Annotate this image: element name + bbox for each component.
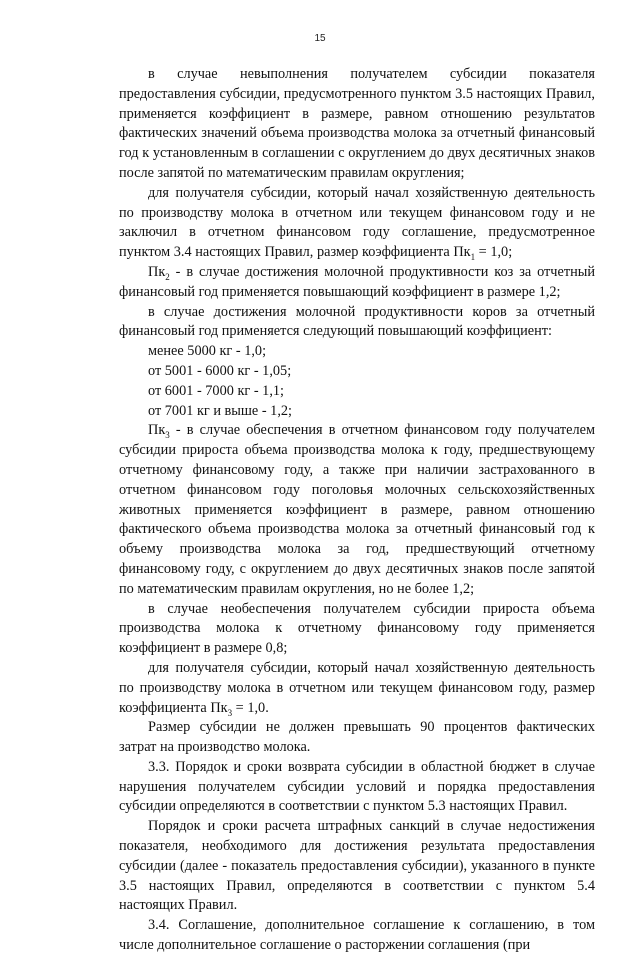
list-item: от 6001 - 7000 кг - 1,1; — [148, 382, 285, 399]
page-number: 15 — [314, 33, 326, 44]
subscript: 3 — [165, 430, 170, 441]
paragraph-new-recipient-coef1 — [119, 184, 595, 263]
paragraph-nonfulfillment: в случае невыполнения получателем субсидии показателя предоставления субсидии, предусмотренного пунктом 3.5 настоящих Правил, применяется коэффициент в размере, равном отношению результатов фактических значений объема производства молока за отчетный финансовый год к установленным в соглашении с округлением до двух десятичных знаков после запятой по математическим правилам округления; — [119, 66, 595, 181]
list-item: от 5001 - 6000 кг - 1,05; — [148, 362, 292, 379]
list-item: от 7001 кг и выше - 1,2; — [148, 402, 293, 419]
subscript: 2 — [165, 271, 170, 282]
paragraph-text: Пк — [148, 263, 166, 280]
paragraph-3-3: 3.3. Порядок и сроки возврата субсидии в областной бюджет в случае нарушения получателем субсидии условий и порядка предоставления субсидии определяются в соответствии с пунктом 5.3 настоящих Правил. — [119, 758, 595, 815]
subscript: 1 — [470, 252, 476, 263]
paragraph-cow-coef: в случае достижения молочной продуктивности коров за отчетный финансовый год применяется следующий повышающий коэффициент: — [119, 303, 595, 340]
paragraph-text: = 1,0. — [232, 699, 269, 716]
paragraph-3-4: 3.4. Соглашение, дополнительное соглашение к соглашению, в том числе дополнительное соглашение о расторжении соглашения (при — [119, 917, 595, 954]
subscript: 3 — [227, 707, 233, 718]
paragraph-text: для получателя субсидии, который начал хозяйственную деятельность по производству молока в отчетном или текущем финансовом году и не заключил в отчетном финансовом году соглашение, предусмотренное пунктом 3.4 настоящих Правил, размер коэффициента Пк — [119, 184, 595, 261]
paragraph-no-growth: в случае необеспечения получателем субсидии прироста объема производства молока к отчетному финансовому году применяется коэффициент в размере 0,8; — [119, 600, 595, 657]
paragraph-goat-coef — [119, 263, 595, 303]
paragraph-subsidy-limit: Размер субсидии не должен превышать 90 процентов фактических затрат на производство молока. — [119, 719, 595, 756]
paragraph-new-recipient-coef3 — [119, 659, 595, 718]
paragraph-text: Пк — [148, 422, 166, 439]
paragraph-growth-coef — [119, 421, 595, 599]
paragraph-text: - в случае достижения молочной продуктивности коз за отчетный финансовый год применяется повышающий коэффициент в размере 1,2; — [119, 263, 595, 300]
document-body — [119, 65, 595, 956]
paragraph-penalties: Порядок и сроки расчета штрафных санкций в случае недостижения показателя, необходимого для достижения результата предоставления субсидии (далее - показатель предоставления субсидии), указанного в пункте 3.5 настоящих Правил, определяются в соответствии с пунктом 5.4 настоящих Правил. — [119, 818, 595, 914]
list-item: менее 5000 кг - 1,0; — [148, 343, 267, 360]
paragraph-text: - в случае обеспечения в отчетном финансовом году получателем субсидии прироста объема производства молока к году, предшествующему отчетному финансовому году, а также при наличии застрахованного в отчетном финансовом году поголовья молочных сельскохозяйственных животных применяется коэффициент в размере, равном отношению фактического объема производства молока за отчетный финансовый год к объему производства молока за год, предшествующий отчетному финансовому году, с округлением до двух десятичных знаков после запятой по математическим правилам округления, но не более 1,2; — [119, 422, 595, 597]
paragraph-text: = 1,0; — [475, 244, 513, 261]
paragraph-text: для получателя субсидии, который начал хозяйственную деятельность по производству молока в отчетном или текущем финансовом году, размер коэффициента Пк — [119, 659, 595, 716]
